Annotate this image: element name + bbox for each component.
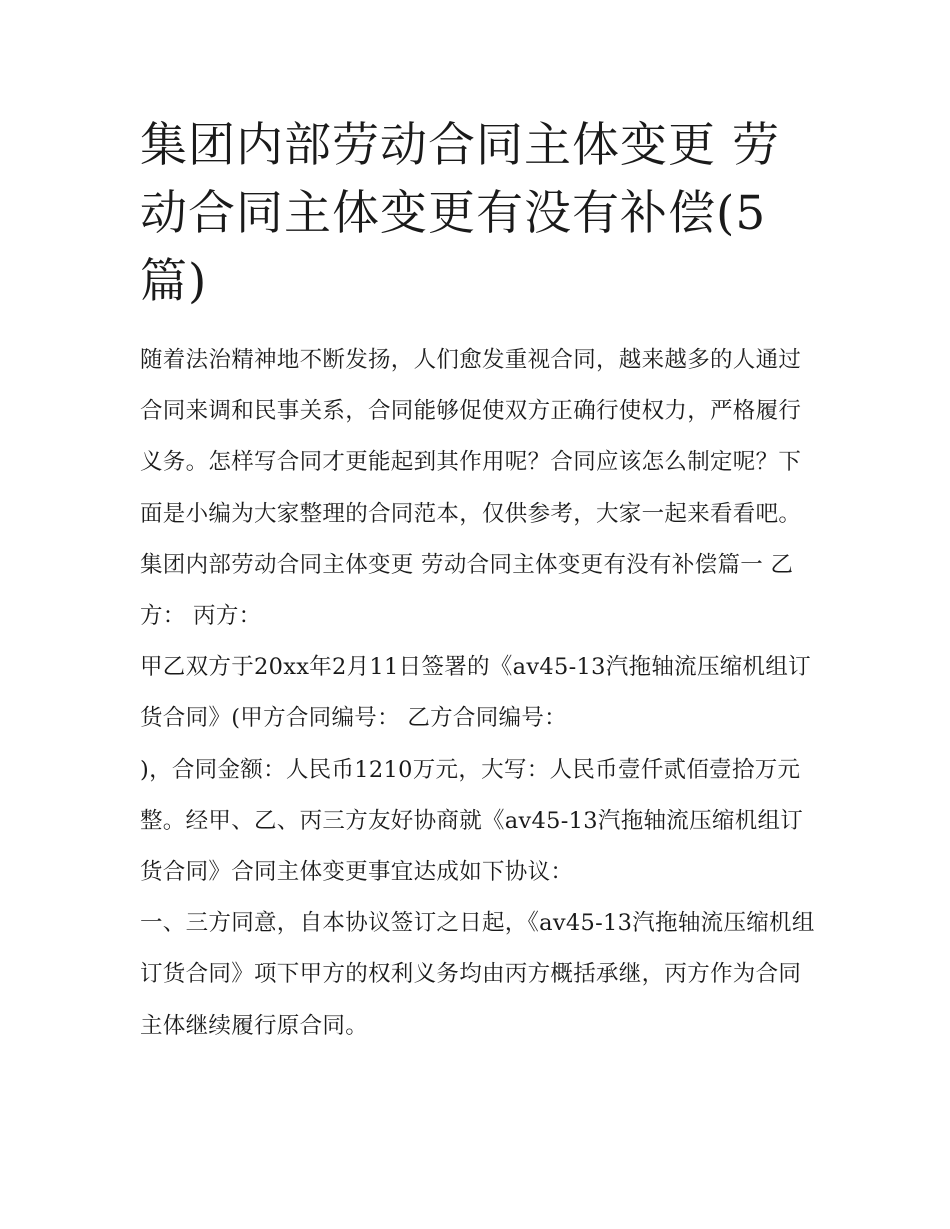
contract-amount-paragraph: )，合同金额：人民币1210万元，大写：人民币壹仟贰佰壹拾万元整。经甲、乙、丙三方友好协商就《av45-13汽拖轴流压缩机组订货合同》合同主体变更事宜达成如下协议： — [140, 756, 804, 886]
document-page — [140, 112, 820, 1052]
contract-reference-paragraph: 甲乙双方于20xx年2月11日签署的《av45-13汽拖轴流压缩机组订货合同》(甲方合同编号： 乙方合同编号： — [140, 654, 811, 732]
clause-1-paragraph: 一、三方同意，自本协议签订之日起，《av45-13汽拖轴流压缩机组订货合同》项下甲方的权利义务均由丙方概括承继，丙方作为合同主体继续履行原合同。 — [140, 910, 815, 1039]
document-title: 集团内部劳动合同主体变更 劳动合同主体变更有没有补偿(5篇) — [140, 118, 780, 309]
section-heading-1: 集团内部劳动合同主体变更 劳动合同主体变更有没有补偿篇一 乙方： 丙方： — [140, 551, 794, 630]
intro-paragraph: 随着法治精神地不断发扬，人们愈发重视合同，越来越多的人通过合同来调和民事关系，合同能够促使双方正确行使权力，严格履行义务。怎样写合同才更能起到其作用呢？合同应该怎么制定呢？下面是小编为大家整理的合同范本，仅供参考，大家一起来看看吧。 — [140, 347, 802, 527]
